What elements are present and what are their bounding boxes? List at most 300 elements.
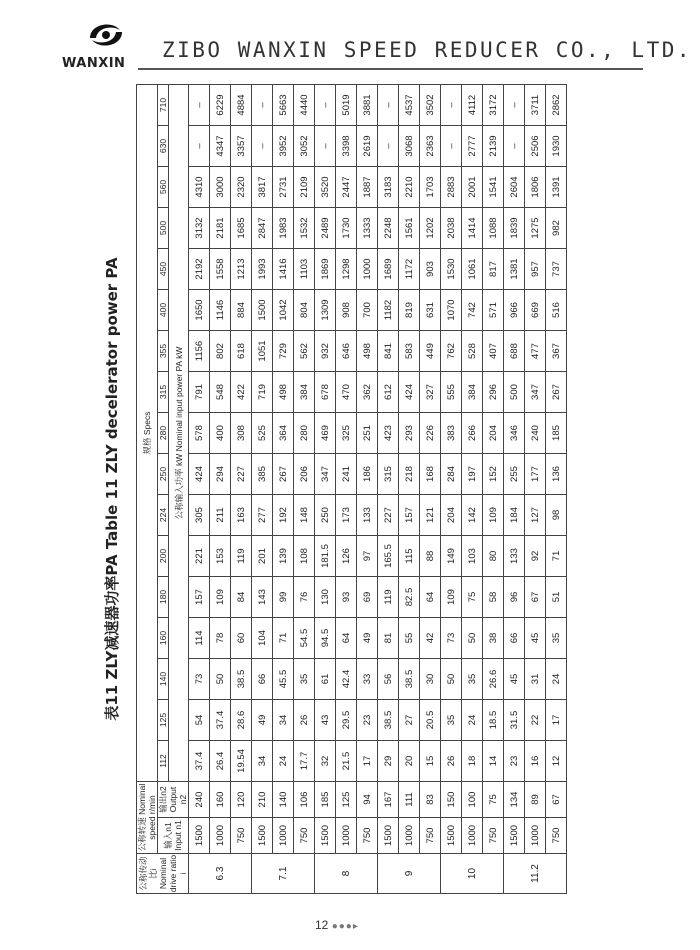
power-cell: 1558 — [210, 249, 231, 290]
size-header: 125 — [158, 700, 169, 741]
power-cell: 119 — [378, 577, 399, 618]
power-cell: 71 — [273, 618, 294, 659]
power-cell: 38.5 — [378, 700, 399, 741]
power-cell: 498 — [357, 331, 378, 372]
power-cell: – — [252, 85, 273, 126]
power-cell: 3711 — [525, 85, 546, 126]
page-number: 12 — [315, 918, 329, 932]
power-cell: 240 — [525, 413, 546, 454]
power-cell: 28.6 — [231, 700, 252, 741]
power-cell: 267 — [546, 372, 567, 413]
table-row — [483, 85, 504, 894]
input-speed-cell: 1500 — [252, 818, 273, 854]
power-cell: 908 — [336, 290, 357, 331]
power-cell: 78 — [210, 618, 231, 659]
size-header: 630 — [158, 126, 169, 167]
power-cell: 197 — [462, 454, 483, 495]
power-cell: 26 — [441, 741, 462, 782]
power-cell: 126 — [336, 536, 357, 577]
input-speed-cell: 750 — [231, 818, 252, 854]
power-cell: 1414 — [462, 208, 483, 249]
power-cell: 1182 — [378, 290, 399, 331]
power-cell: 3172 — [483, 85, 504, 126]
power-cell: 51 — [546, 577, 567, 618]
power-cell: 1156 — [189, 331, 210, 372]
power-cell: 1061 — [462, 249, 483, 290]
power-cell: 2038 — [441, 208, 462, 249]
power-cell: 966 — [504, 290, 525, 331]
power-cell: 50 — [210, 659, 231, 700]
table-row — [294, 85, 315, 894]
table-row — [399, 85, 420, 894]
power-cell: 1146 — [210, 290, 231, 331]
output-speed-cell: 150 — [441, 782, 462, 818]
power-cell: 1088 — [483, 208, 504, 249]
input-speed-cell: 1500 — [504, 818, 525, 854]
size-header: 560 — [158, 167, 169, 208]
power-cell: 669 — [525, 290, 546, 331]
power-cell: 1103 — [294, 249, 315, 290]
input-speed-cell: 750 — [546, 818, 567, 854]
power-cell: 2489 — [315, 208, 336, 249]
power-cell: 3952 — [273, 126, 294, 167]
input-speed-cell: 1500 — [441, 818, 462, 854]
power-cell: 347 — [315, 454, 336, 495]
power-cell: 3052 — [294, 126, 315, 167]
ratio-cell: 7.1 — [252, 854, 315, 894]
power-cell: 82.5 — [399, 577, 420, 618]
power-cell: 449 — [420, 331, 441, 372]
power-cell: 804 — [294, 290, 315, 331]
power-cell: 103 — [462, 536, 483, 577]
power-cell: 32 — [315, 741, 336, 782]
power-cell: 42.4 — [336, 659, 357, 700]
power-cell: 142 — [462, 495, 483, 536]
power-cell: 66 — [504, 618, 525, 659]
power-cell: 115 — [399, 536, 420, 577]
input-speed-cell: 750 — [483, 818, 504, 854]
power-cell: 424 — [189, 454, 210, 495]
size-header: 400 — [158, 290, 169, 331]
power-cell: 12 — [546, 741, 567, 782]
power-cell: 1561 — [399, 208, 420, 249]
output-speed-cell: 94 — [357, 782, 378, 818]
power-cell: 23 — [504, 741, 525, 782]
power-cell: 4440 — [294, 85, 315, 126]
power-cell: 64 — [336, 618, 357, 659]
power-cell: 4112 — [462, 85, 483, 126]
power-cell: – — [378, 126, 399, 167]
power-cell: 3183 — [378, 167, 399, 208]
power-cell: 64 — [420, 577, 441, 618]
power-cell: 3398 — [336, 126, 357, 167]
power-cell: 127 — [525, 495, 546, 536]
power-cell: 498 — [273, 372, 294, 413]
output-speed-cell: 83 — [420, 782, 441, 818]
input-speed-cell: 750 — [357, 818, 378, 854]
ratio-cell: 10 — [441, 854, 504, 894]
logo-text: WANXIN — [62, 56, 126, 71]
input-speed-cell: 750 — [420, 818, 441, 854]
output-speed-cell: 210 — [252, 782, 273, 818]
power-cell: 226 — [420, 413, 441, 454]
power-cell: 294 — [210, 454, 231, 495]
header-row — [158, 85, 169, 894]
power-cell: 841 — [378, 331, 399, 372]
power-cell: 1172 — [399, 249, 420, 290]
size-header: 280 — [158, 413, 169, 454]
power-cell: 17.7 — [294, 741, 315, 782]
table-row — [378, 85, 399, 894]
table-body — [189, 85, 567, 894]
rotated-table-container — [92, 84, 652, 894]
rotated-content — [92, 84, 652, 894]
power-cell: 384 — [462, 372, 483, 413]
power-cell: 130 — [315, 577, 336, 618]
power-cell: 688 — [504, 331, 525, 372]
table-row — [252, 85, 273, 894]
size-header: 315 — [158, 372, 169, 413]
power-cell: 1887 — [357, 167, 378, 208]
power-cell: 55 — [399, 618, 420, 659]
power-cell: 1689 — [378, 249, 399, 290]
power-cell: – — [189, 85, 210, 126]
power-cell: 29.5 — [336, 700, 357, 741]
power-cell: 2181 — [210, 208, 231, 249]
power-cell: 618 — [231, 331, 252, 372]
output-speed-cell: 167 — [378, 782, 399, 818]
power-cell: 3000 — [210, 167, 231, 208]
power-cell: 60 — [231, 618, 252, 659]
power-cell: 646 — [336, 331, 357, 372]
header-row — [169, 85, 178, 894]
power-cell: 982 — [546, 208, 567, 249]
input-speed-cell: 1000 — [525, 818, 546, 854]
power-cell: 2363 — [420, 126, 441, 167]
power-cell: 2731 — [273, 167, 294, 208]
power-cell: 143 — [252, 577, 273, 618]
power-cell: 33 — [357, 659, 378, 700]
power-cell: 1993 — [252, 249, 273, 290]
power-cell: 38.5 — [231, 659, 252, 700]
input-speed-cell: 750 — [294, 818, 315, 854]
power-cell: 1532 — [294, 208, 315, 249]
power-cell: 267 — [273, 454, 294, 495]
page-dots: ●●●▸ — [331, 921, 359, 932]
output-speed-cell: 160 — [210, 782, 231, 818]
power-cell: 583 — [399, 331, 420, 372]
power-cell: 5019 — [336, 85, 357, 126]
power-cell: 192 — [273, 495, 294, 536]
power-cell: 1839 — [504, 208, 525, 249]
power-cell: 19.54 — [231, 741, 252, 782]
ratio-cell: 8 — [315, 854, 378, 894]
power-cell: 571 — [483, 290, 504, 331]
power-cell: 255 — [504, 454, 525, 495]
table-row — [357, 85, 378, 894]
power-cell: 121 — [420, 495, 441, 536]
power-cell: 424 — [399, 372, 420, 413]
power-cell: 206 — [294, 454, 315, 495]
power-cell: 181.5 — [315, 536, 336, 577]
power-cell: 1298 — [336, 249, 357, 290]
power-cell: 578 — [189, 413, 210, 454]
power-cell: 69 — [357, 577, 378, 618]
power-cell: 802 — [210, 331, 231, 372]
power-cell: 2139 — [483, 126, 504, 167]
size-header: 160 — [158, 618, 169, 659]
power-cell: 2248 — [378, 208, 399, 249]
power-cell: 37.4 — [189, 741, 210, 782]
power-cell: 165.5 — [378, 536, 399, 577]
power-cell: 4347 — [210, 126, 231, 167]
power-cell: 2192 — [189, 249, 210, 290]
power-cell: 34 — [252, 741, 273, 782]
power-cell: 385 — [252, 454, 273, 495]
power-cell: 250 — [315, 495, 336, 536]
power-cell: 76 — [294, 577, 315, 618]
power-cell: 470 — [336, 372, 357, 413]
power-cell: 73 — [441, 618, 462, 659]
size-header: 200 — [158, 536, 169, 577]
power-cell: 516 — [546, 290, 567, 331]
power-cell: 109 — [483, 495, 504, 536]
power-cell: 14 — [483, 741, 504, 782]
table-row — [441, 85, 462, 894]
header-row — [137, 85, 158, 894]
power-cell: 49 — [357, 618, 378, 659]
size-header: 500 — [158, 208, 169, 249]
power-cell: 73 — [189, 659, 210, 700]
page-header — [0, 0, 700, 80]
power-cell: – — [189, 126, 210, 167]
table-row — [231, 85, 252, 894]
power-cell: 88 — [420, 536, 441, 577]
power-cell: 80 — [483, 536, 504, 577]
header-rule — [138, 68, 643, 70]
power-cell: 21.5 — [336, 741, 357, 782]
power-cell: 6229 — [210, 85, 231, 126]
power-cell: 157 — [399, 495, 420, 536]
power-cell: 315 — [378, 454, 399, 495]
power-cell: 548 — [210, 372, 231, 413]
power-cell: 1806 — [525, 167, 546, 208]
power-cell: 296 — [483, 372, 504, 413]
power-cell: 729 — [273, 331, 294, 372]
power-cell: 109 — [441, 577, 462, 618]
power-cell: 280 — [294, 413, 315, 454]
power-cell: 1000 — [357, 249, 378, 290]
power-cell: 1530 — [441, 249, 462, 290]
power-cell: 61 — [315, 659, 336, 700]
power-cell: 4310 — [189, 167, 210, 208]
table-row — [315, 85, 336, 894]
power-cell: 97 — [357, 536, 378, 577]
output-speed-header: 输出n2 Output n2 — [158, 782, 189, 818]
power-cell: 1333 — [357, 208, 378, 249]
power-cell: 3502 — [420, 85, 441, 126]
table-head — [137, 85, 189, 894]
power-cell: 2210 — [399, 167, 420, 208]
power-cell: 152 — [483, 454, 504, 495]
power-cell: 35 — [462, 659, 483, 700]
power-cell: 2777 — [462, 126, 483, 167]
power-cell: 266 — [462, 413, 483, 454]
power-cell: 114 — [189, 618, 210, 659]
power-cell: 500 — [504, 372, 525, 413]
power-cell: 35 — [546, 618, 567, 659]
power-cell: 49 — [252, 700, 273, 741]
power-cell: 104 — [252, 618, 273, 659]
table-row — [462, 85, 483, 894]
input-speed-cell: 1500 — [189, 818, 210, 854]
power-cell: 98 — [546, 495, 567, 536]
power-cell: 58 — [483, 577, 504, 618]
power-cell: 3520 — [315, 167, 336, 208]
power-cell: 66 — [252, 659, 273, 700]
table-row — [210, 85, 231, 894]
input-speed-cell: 1500 — [315, 818, 336, 854]
power-cell: 45 — [504, 659, 525, 700]
power-cell: 362 — [357, 372, 378, 413]
power-cell: 4537 — [399, 85, 420, 126]
output-speed-cell: 185 — [315, 782, 336, 818]
power-cell: 346 — [504, 413, 525, 454]
table-row — [546, 85, 567, 894]
power-cell: 94.5 — [315, 618, 336, 659]
power-cell: 817 — [483, 249, 504, 290]
power-cell: 99 — [273, 577, 294, 618]
power-cell: 1042 — [273, 290, 294, 331]
page-footer — [315, 918, 359, 932]
power-cell: 884 — [231, 290, 252, 331]
speed-header: 公称转速 Nominal speed r/min — [137, 782, 158, 854]
power-cell: – — [315, 126, 336, 167]
power-cell: – — [315, 85, 336, 126]
table-title: 表11 ZLY减速器功率PA Table 11 ZLY decelerator power PA — [103, 257, 121, 721]
power-cell: 18 — [462, 741, 483, 782]
output-speed-cell: 106 — [294, 782, 315, 818]
power-cell: 54.5 — [294, 618, 315, 659]
power-cell: 109 — [210, 577, 231, 618]
power-cell: 27 — [399, 700, 420, 741]
power-cell: 185 — [546, 413, 567, 454]
power-cell: – — [504, 126, 525, 167]
power-cell: 24 — [546, 659, 567, 700]
power-cell: 1070 — [441, 290, 462, 331]
size-header: 224 — [158, 495, 169, 536]
power-cell: 1730 — [336, 208, 357, 249]
output-speed-cell: 67 — [546, 782, 567, 818]
power-cell: 50 — [462, 618, 483, 659]
power-cell: 1051 — [252, 331, 273, 372]
size-header: 450 — [158, 249, 169, 290]
specs-header: 规格 Specs — [137, 85, 158, 782]
power-cell: 173 — [336, 495, 357, 536]
power-cell: 35 — [441, 700, 462, 741]
power-cell: 3132 — [189, 208, 210, 249]
ratio-cell: 9 — [378, 854, 441, 894]
power-cell: 1930 — [546, 126, 567, 167]
power-cell: 38 — [483, 618, 504, 659]
power-cell: 163 — [231, 495, 252, 536]
power-cell: 383 — [441, 413, 462, 454]
power-cell: 3881 — [357, 85, 378, 126]
power-cell: 3357 — [231, 126, 252, 167]
power-cell: 133 — [357, 495, 378, 536]
power-cell: 3817 — [252, 167, 273, 208]
ratio-header: 公称传动比i Nominal drive ratio i — [137, 854, 188, 893]
power-cell: 18.5 — [483, 700, 504, 741]
power-cell: 525 — [252, 413, 273, 454]
power-cell: 50 — [441, 659, 462, 700]
power-cell: 612 — [378, 372, 399, 413]
power-cell: 2847 — [252, 208, 273, 249]
power-cell: 1541 — [483, 167, 504, 208]
power-cell: 149 — [441, 536, 462, 577]
power-cell: 1391 — [546, 167, 567, 208]
power-cell: 1500 — [252, 290, 273, 331]
power-cell: 562 — [294, 331, 315, 372]
power-cell: 29 — [378, 741, 399, 782]
ratio-cell: 6.3 — [189, 854, 252, 894]
power-cell: 932 — [315, 331, 336, 372]
company-name: ZIBO WANXIN SPEED REDUCER CO., LTD. — [162, 38, 693, 62]
power-cell: 177 — [525, 454, 546, 495]
power-cell: 184 — [504, 495, 525, 536]
power-cell: 81 — [378, 618, 399, 659]
power-cell: 42 — [420, 618, 441, 659]
power-cell: 631 — [420, 290, 441, 331]
output-speed-cell: 140 — [273, 782, 294, 818]
power-cell: 34 — [273, 700, 294, 741]
power-cell: 92 — [525, 536, 546, 577]
power-cell: – — [441, 126, 462, 167]
power-cell: 133 — [504, 536, 525, 577]
power-cell: 136 — [546, 454, 567, 495]
power-cell: 1202 — [420, 208, 441, 249]
power-cell: 422 — [231, 372, 252, 413]
power-cell: 477 — [525, 331, 546, 372]
power-cell: 2320 — [231, 167, 252, 208]
power-cell: 108 — [294, 536, 315, 577]
power-cell: 1275 — [525, 208, 546, 249]
power-cell: 3068 — [399, 126, 420, 167]
power-cell: 227 — [231, 454, 252, 495]
size-header: 710 — [158, 85, 169, 126]
power-cell: 1416 — [273, 249, 294, 290]
power-cell: 719 — [252, 372, 273, 413]
power-cell: 2109 — [294, 167, 315, 208]
input-speed-cell: 1000 — [399, 818, 420, 854]
power-cell: 139 — [273, 536, 294, 577]
table-row — [273, 85, 294, 894]
power-cell: – — [441, 85, 462, 126]
power-cell: 211 — [210, 495, 231, 536]
power-cell: – — [504, 85, 525, 126]
output-speed-cell: 75 — [483, 782, 504, 818]
output-speed-cell: 100 — [462, 782, 483, 818]
output-speed-cell: 89 — [525, 782, 546, 818]
input-speed-cell: 1000 — [210, 818, 231, 854]
power-cell: 45.5 — [273, 659, 294, 700]
power-cell: 2619 — [357, 126, 378, 167]
output-speed-cell: 111 — [399, 782, 420, 818]
power-cell: 157 — [189, 577, 210, 618]
ratio-cell: 11.2 — [504, 854, 567, 894]
power-cell: 700 — [357, 290, 378, 331]
power-cell: 305 — [189, 495, 210, 536]
